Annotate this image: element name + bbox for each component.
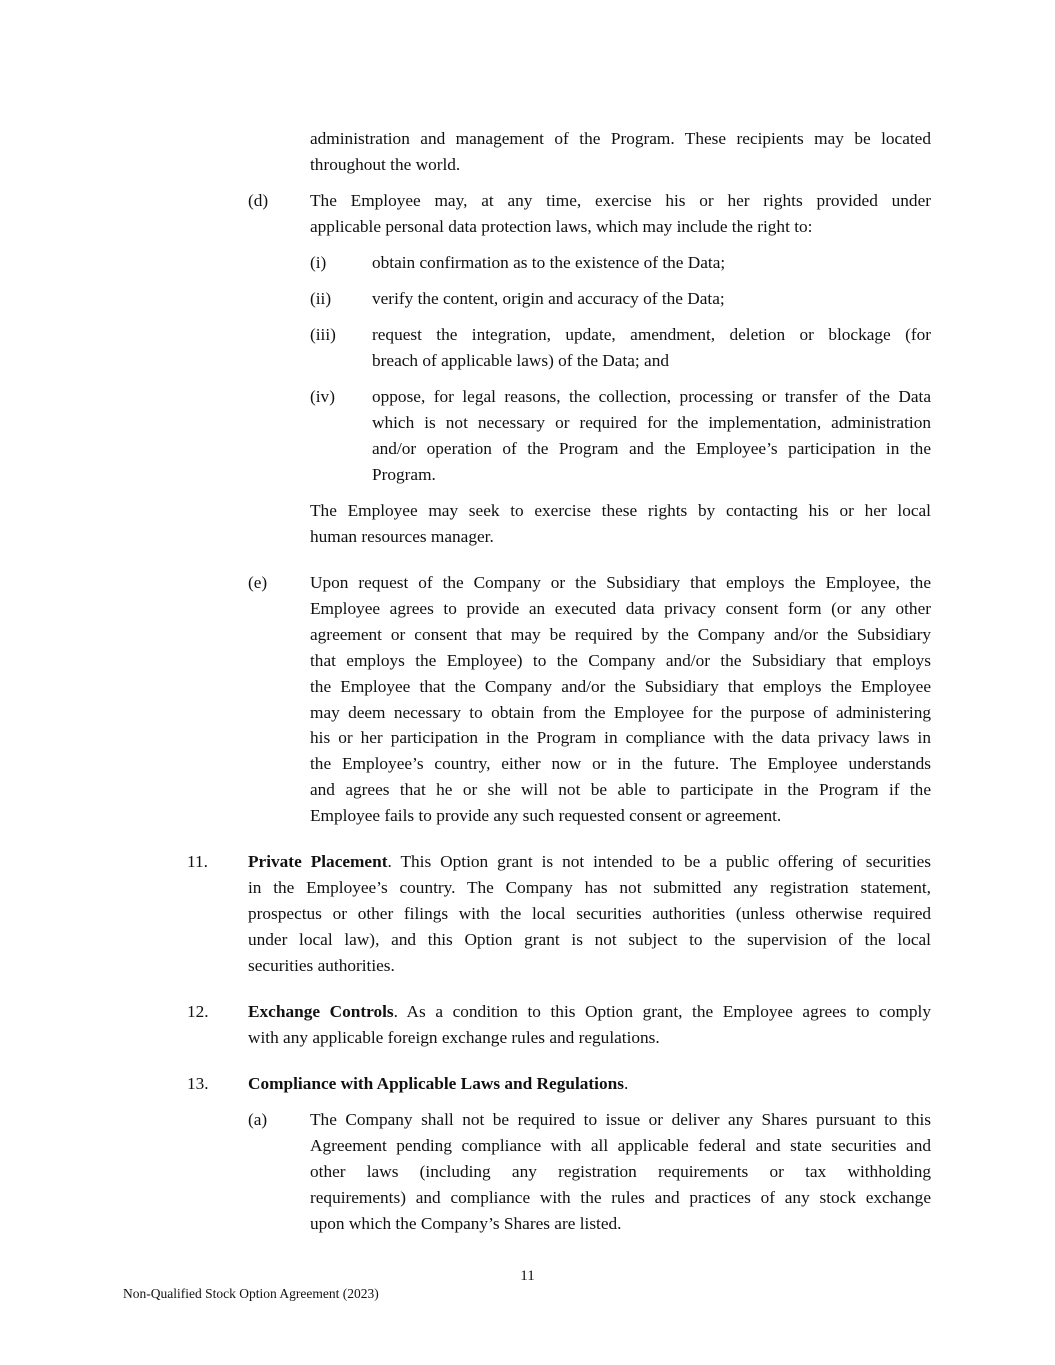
text-line: Agreement pending compliance with all applicable federal and state securities and <box>310 1135 931 1155</box>
item-iv-text <box>372 384 931 488</box>
text-line: may deem necessary to obtain from the Employee for the purpose of administering <box>310 702 931 722</box>
text-line: verify the content, origin and accuracy of the Data; <box>372 289 725 308</box>
section-12-text <box>248 999 931 1051</box>
section-heading: Exchange Controls <box>248 1002 394 1021</box>
item-label-iv: (iv) <box>310 387 335 406</box>
clause-label-d: (d) <box>248 191 269 210</box>
text-line: administration and management of the Program. These recipients may be located <box>310 129 931 148</box>
text-line <box>248 999 931 1025</box>
section-heading: Compliance with Applicable Laws and Regulations <box>248 1074 624 1093</box>
text-line: Upon request of the Company or the Subsidiary that employs the Employee, the <box>310 573 931 592</box>
section-number-12: 12. <box>187 1002 209 1021</box>
clause-d-text <box>310 188 931 240</box>
text-line: breach of applicable laws) of the Data; and <box>372 350 670 370</box>
text-line: with any applicable foreign exchange rules and regulations. <box>248 1027 660 1047</box>
item-iii-text <box>372 322 931 374</box>
text-line: throughout the world. <box>310 154 461 174</box>
section-heading: Private Placement <box>248 852 388 871</box>
text-line: requirements) and compliance with the rules and practices of any stock exchange <box>310 1187 931 1207</box>
section-number-13: 13. <box>187 1074 209 1093</box>
text-line: other laws (including any registration requirements or tax withholding <box>310 1161 931 1181</box>
text-line: under local law), and this Option grant is not subject to the supervision of the local <box>248 929 931 949</box>
text-line: request the integration, update, amendment, deletion or blockage (for <box>372 325 931 344</box>
section-number-11: 11. <box>187 852 208 871</box>
text-line: the Employee’s country, either now or in the future. The Employee understands <box>310 754 931 774</box>
text-line <box>248 849 931 875</box>
item-label-i: (i) <box>310 253 327 272</box>
text-line: which is not necessary or required for the implementation, administration <box>372 412 931 432</box>
text-line: that employs the Employee) to the Company and/or the Subsidiary that employs <box>310 650 931 670</box>
text-line <box>248 1071 931 1097</box>
item-label-iii: (iii) <box>310 325 336 344</box>
text-line: Employee agrees to provide an executed data privacy consent form (or any other <box>310 598 931 618</box>
text-line: obtain confirmation as to the existence of the Data; <box>372 253 726 272</box>
clause-13a-text <box>310 1107 931 1237</box>
text-fragment: . <box>623 1074 629 1093</box>
text-line: The Employee may, at any time, exercise his or her rights provided under <box>310 191 931 210</box>
item-label-ii: (ii) <box>310 289 332 308</box>
clause-label-13a: (a) <box>248 1110 268 1129</box>
text-line: and/or operation of the Program and the Employee’s participation in the <box>372 438 931 458</box>
text-fragment: . This Option grant is not intended to be a public offering of securities <box>387 852 932 871</box>
text-line: oppose, for legal reasons, the collection, processing or transfer of the Data <box>372 387 931 406</box>
text-line: securities authorities. <box>248 955 395 975</box>
clause-label-e: (e) <box>248 573 268 592</box>
clause-e-text <box>310 570 931 829</box>
text-line: The Employee may seek to exercise these rights by contacting his or her local <box>310 501 931 520</box>
text-line: applicable personal data protection laws, which may include the right to: <box>310 216 813 236</box>
section-13-heading <box>248 1071 931 1097</box>
section-11-text <box>248 849 931 979</box>
text-line: and agrees that he or she will not be able to participate in the Program if the <box>310 780 931 800</box>
text-line: agreement or consent that may be required by the Company and/or the Subsidiary <box>310 624 931 644</box>
text-line: the Employee that the Company and/or the Subsidiary that employs the Employee <box>310 676 931 696</box>
continuation-paragraph <box>310 126 931 178</box>
text-line: Program. <box>372 464 436 484</box>
text-line: in the Employee’s country. The Company has not submitted any registration statement, <box>248 877 931 897</box>
text-line: Employee fails to provide any such requested consent or agreement. <box>310 806 782 826</box>
text-line: human resources manager. <box>310 526 494 546</box>
document-footer-title: Non-Qualified Stock Option Agreement (2023) <box>123 1286 379 1301</box>
text-fragment: . As a condition to this Option grant, the Employee agrees to comply <box>393 1002 931 1021</box>
clause-d-closing <box>310 498 931 550</box>
text-line: The Company shall not be required to issue or deliver any Shares pursuant to this <box>310 1110 931 1129</box>
text-line: upon which the Company’s Shares are listed. <box>310 1213 622 1233</box>
item-ii-text <box>372 286 931 312</box>
item-i-text <box>372 250 931 276</box>
text-line: his or her participation in the Program in compliance with the data privacy laws in <box>310 728 931 748</box>
text-line: prospectus or other filings with the local securities authorities (unless otherwise required <box>248 903 931 923</box>
page-number: 11 <box>520 1268 535 1284</box>
